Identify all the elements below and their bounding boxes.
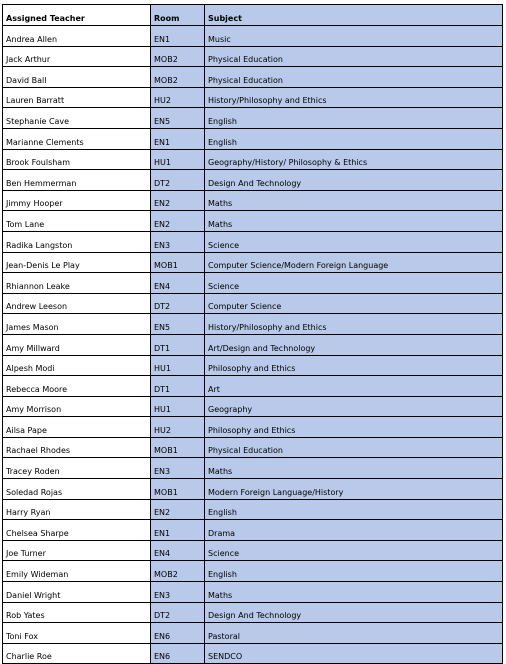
table-row [3, 540, 503, 561]
room-cell[interactable]: HU1 [151, 396, 205, 417]
subject-cell[interactable]: Maths [205, 190, 503, 211]
table-row [3, 190, 503, 211]
teacher-cell[interactable]: Marianne Clements [3, 128, 151, 149]
table-row [3, 376, 503, 397]
room-cell[interactable]: DT1 [151, 334, 205, 355]
teacher-cell[interactable]: James Mason [3, 314, 151, 335]
table-row [3, 87, 503, 108]
table-row [3, 314, 503, 335]
room-cell[interactable]: EN1 [151, 128, 205, 149]
table-row [3, 149, 503, 170]
table-row [3, 211, 503, 232]
subject-cell[interactable]: Modern Foreign Language/History [205, 479, 503, 500]
subject-cell[interactable]: Pastoral [205, 623, 503, 644]
room-cell[interactable]: MOB2 [151, 46, 205, 67]
table-row [3, 561, 503, 582]
subject-cell[interactable]: Geography [205, 396, 503, 417]
table-row [3, 602, 503, 623]
subject-cell[interactable]: Physical Education [205, 46, 503, 67]
room-cell[interactable]: EN2 [151, 499, 205, 520]
table-row [3, 582, 503, 603]
table-row [3, 108, 503, 129]
header-room[interactable]: Room [151, 5, 205, 26]
teacher-cell[interactable]: Brook Foulsham [3, 149, 151, 170]
teacher-cell[interactable]: Jimmy Hooper [3, 190, 151, 211]
teacher-cell[interactable]: Jack Arthur [3, 46, 151, 67]
teacher-cell[interactable]: Tom Lane [3, 211, 151, 232]
room-cell[interactable]: HU2 [151, 417, 205, 438]
subject-cell[interactable]: Design And Technology [205, 602, 503, 623]
table-row [3, 458, 503, 479]
teacher-cell[interactable]: Ailsa Pape [3, 417, 151, 438]
table-row [3, 128, 503, 149]
room-cell[interactable]: EN4 [151, 273, 205, 294]
table-row [3, 396, 503, 417]
teacher-cell[interactable]: Amy Millward [3, 334, 151, 355]
room-cell[interactable]: HU1 [151, 149, 205, 170]
table-row [3, 231, 503, 252]
teacher-cell[interactable]: Radika Langston [3, 231, 151, 252]
subject-cell[interactable]: Art [205, 376, 503, 397]
subject-cell[interactable]: English [205, 499, 503, 520]
teacher-cell[interactable]: Charlie Roe [3, 643, 151, 664]
subject-cell[interactable]: Science [205, 540, 503, 561]
table-row [3, 334, 503, 355]
table-row [3, 643, 503, 664]
room-cell[interactable]: EN3 [151, 458, 205, 479]
teacher-cell[interactable]: Chelsea Sharpe [3, 520, 151, 541]
room-cell[interactable]: EN5 [151, 108, 205, 129]
subject-cell[interactable]: Maths [205, 582, 503, 603]
teacher-cell[interactable]: Joe Turner [3, 540, 151, 561]
header-subject[interactable]: Subject [205, 5, 503, 26]
table-row [3, 293, 503, 314]
table-row [3, 479, 503, 500]
table-row [3, 26, 503, 47]
header-row [3, 5, 503, 26]
room-cell[interactable]: DT2 [151, 293, 205, 314]
teacher-cell[interactable]: Andrea Allen [3, 26, 151, 47]
subject-cell[interactable]: English [205, 128, 503, 149]
teacher-cell[interactable]: Andrew Leeson [3, 293, 151, 314]
room-cell[interactable]: EN1 [151, 26, 205, 47]
teacher-room-table [2, 4, 503, 664]
subject-cell[interactable]: Science [205, 273, 503, 294]
teacher-cell[interactable]: Rebecca Moore [3, 376, 151, 397]
teacher-cell[interactable]: Rhiannon Leake [3, 273, 151, 294]
subject-cell[interactable]: SENDCO [205, 643, 503, 664]
subject-cell[interactable]: Drama [205, 520, 503, 541]
subject-cell[interactable]: English [205, 561, 503, 582]
room-cell[interactable]: EN3 [151, 582, 205, 603]
teacher-cell[interactable]: Alpesh Modi [3, 355, 151, 376]
subject-cell[interactable]: Art/Design and Technology [205, 334, 503, 355]
subject-cell[interactable]: Science [205, 231, 503, 252]
teacher-cell[interactable]: Lauren Barratt [3, 87, 151, 108]
subject-cell[interactable]: Computer Science [205, 293, 503, 314]
teacher-cell[interactable]: Soledad Rojas [3, 479, 151, 500]
table-row [3, 623, 503, 644]
room-cell[interactable]: HU1 [151, 355, 205, 376]
subject-cell[interactable]: Philosophy and Ethics [205, 417, 503, 438]
room-cell[interactable]: MOB1 [151, 437, 205, 458]
room-cell[interactable]: EN6 [151, 623, 205, 644]
room-cell[interactable]: EN3 [151, 231, 205, 252]
subject-cell[interactable]: Geography/History/ Philosophy & Ethics [205, 149, 503, 170]
room-cell[interactable]: MOB1 [151, 479, 205, 500]
table-row [3, 273, 503, 294]
teacher-cell[interactable]: Jean-Denis Le Play [3, 252, 151, 273]
subject-cell[interactable]: Maths [205, 211, 503, 232]
teacher-cell[interactable]: Toni Fox [3, 623, 151, 644]
room-cell[interactable]: MOB1 [151, 252, 205, 273]
teacher-cell[interactable]: Harry Ryan [3, 499, 151, 520]
subject-cell[interactable]: Maths [205, 458, 503, 479]
teacher-cell[interactable]: Daniel Wright [3, 582, 151, 603]
room-cell[interactable]: EN5 [151, 314, 205, 335]
teacher-cell[interactable]: Stephanie Cave [3, 108, 151, 129]
teacher-cell[interactable]: Tracey Roden [3, 458, 151, 479]
room-cell[interactable]: DT2 [151, 602, 205, 623]
subject-cell[interactable]: Physical Education [205, 437, 503, 458]
room-cell[interactable]: EN2 [151, 190, 205, 211]
room-cell[interactable]: MOB2 [151, 561, 205, 582]
room-cell[interactable]: EN2 [151, 211, 205, 232]
table-row [3, 67, 503, 88]
table-row [3, 355, 503, 376]
table-row [3, 437, 503, 458]
teacher-cell[interactable]: Emily Wideman [3, 561, 151, 582]
header-assigned-teacher[interactable]: Assigned Teacher [3, 5, 151, 26]
room-cell[interactable]: DT2 [151, 170, 205, 191]
teacher-cell[interactable]: David Ball [3, 67, 151, 88]
table-row [3, 252, 503, 273]
room-cell[interactable]: MOB2 [151, 67, 205, 88]
subject-cell[interactable]: History/Philosophy and Ethics [205, 87, 503, 108]
subject-cell[interactable]: English [205, 108, 503, 129]
subject-cell[interactable]: Computer Science/Modern Foreign Language [205, 252, 503, 273]
table-row [3, 520, 503, 541]
teacher-cell[interactable]: Amy Morrison [3, 396, 151, 417]
table-row [3, 46, 503, 67]
room-cell[interactable]: DT1 [151, 376, 205, 397]
subject-cell[interactable]: Music [205, 26, 503, 47]
subject-cell[interactable]: History/Philosophy and Ethics [205, 314, 503, 335]
teacher-cell[interactable]: Rachael Rhodes [3, 437, 151, 458]
subject-cell[interactable]: Design And Technology [205, 170, 503, 191]
room-cell[interactable]: EN6 [151, 643, 205, 664]
table-row [3, 499, 503, 520]
teacher-cell[interactable]: Rob Yates [3, 602, 151, 623]
table-row [3, 170, 503, 191]
room-cell[interactable]: EN4 [151, 540, 205, 561]
subject-cell[interactable]: Physical Education [205, 67, 503, 88]
teacher-cell[interactable]: Ben Hemmerman [3, 170, 151, 191]
room-cell[interactable]: EN1 [151, 520, 205, 541]
room-cell[interactable]: HU2 [151, 87, 205, 108]
subject-cell[interactable]: Philosophy and Ethics [205, 355, 503, 376]
table-row [3, 417, 503, 438]
